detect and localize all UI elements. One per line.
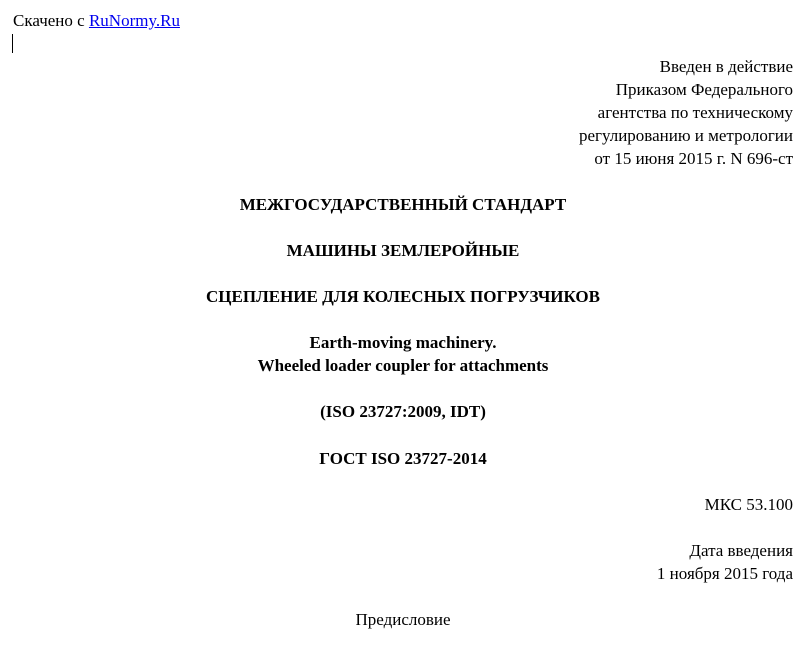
intro-date-block [657,539,793,585]
gost-designation: ГОСТ ISO 23727-2014 [319,449,487,468]
mks-code: МКС 53.100 [704,495,793,514]
enactment-line-3: агентства по техническому [597,103,793,122]
text-cursor [12,34,13,53]
title-ru-1: МАШИНЫ ЗЕМЛЕРОЙНЫЕ [286,241,520,260]
enactment-line-4: регулированию и метрологии [578,126,793,145]
enactment-block [579,55,793,170]
standard-type: МЕЖГОСУДАРСТВЕННЫЙ СТАНДАРТ [239,195,567,214]
title-ru-2: СЦЕПЛЕНИЕ ДЛЯ КОЛЕСНЫХ ПОГРУЗЧИКОВ [206,287,600,306]
iso-reference: (ISO 23727:2009, IDT) [320,402,486,421]
downloaded-prefix: Скачено с [13,11,89,30]
preface-heading: Предисловие [355,610,451,629]
intro-date-label: Дата введения [689,541,793,560]
enactment-line-2: Приказом Федерального [615,80,793,99]
title-en-1: Earth-moving machinery. [309,333,497,352]
runormy-link[interactable]: RuNormy.Ru [88,11,180,30]
intro-date-value: 1 ноября 2015 года [656,564,793,583]
enactment-line-1: Введен в действие [659,57,793,76]
title-en-2: Wheeled loader coupler for attachments [257,356,549,375]
source-line [13,9,180,32]
enactment-line-5: от 15 июня 2015 г. N 696-ст [594,149,793,168]
